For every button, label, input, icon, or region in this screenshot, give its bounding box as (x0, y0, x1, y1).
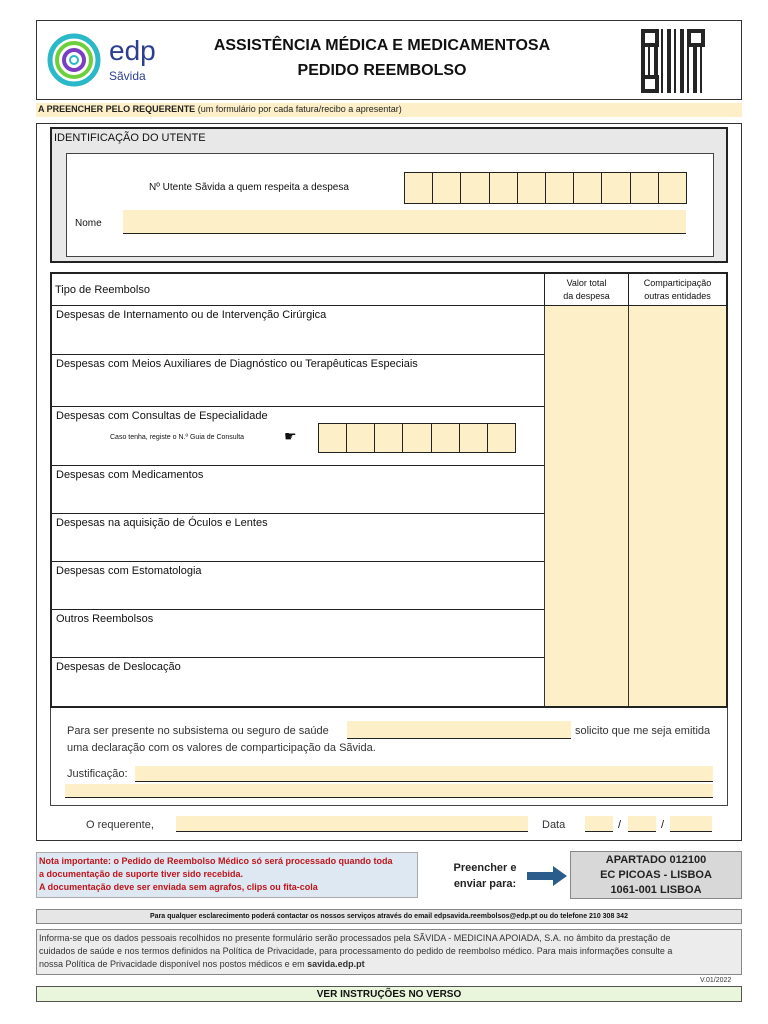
declaration-box (50, 708, 728, 806)
health-insurer-field[interactable] (347, 721, 571, 739)
date-month-field[interactable] (628, 816, 656, 832)
table-row (52, 562, 726, 610)
other-input[interactable] (628, 355, 726, 407)
declaration-line2: uma declaração com os valores de comparticipação da Sãvida. (67, 742, 376, 754)
row-label: Despesas de Internamento ou de Intervenção Cirúrgica (56, 309, 327, 321)
row-label: Outros Reembolsos (56, 613, 154, 625)
brand-name: edp (109, 35, 156, 66)
privacy-box (36, 929, 742, 975)
declaration-line1-end: solicito que me seja emitida (575, 725, 711, 737)
total-input[interactable] (544, 562, 628, 610)
reimbursement-table (50, 272, 728, 708)
privacy-line1: Informa-se que os dados pessoais recolhidos no presente formulário serão processados pela SÃVIDA - MEDICINA APOIADA, S.A. no âmbito da prestação de (39, 933, 671, 943)
page-title: ASSISTÊNCIA MÉDICA E MEDICAMENTOSA (213, 37, 551, 54)
address-line2: EC PICOAS - LISBOA (600, 869, 712, 881)
other-input[interactable] (628, 306, 726, 355)
col-other-line1: Comparticipação (643, 278, 712, 288)
date-sep-2: / (661, 819, 665, 831)
identification-section (50, 127, 728, 263)
col-other-header (628, 274, 726, 306)
edp-logo-icon (47, 33, 101, 87)
version-label: V.01/2022 (700, 977, 732, 984)
table-row (52, 466, 726, 514)
send-line1: Preencher e (453, 862, 517, 874)
address-box (570, 851, 742, 899)
total-input[interactable] (544, 355, 628, 407)
footer-bar: VER INSTRUÇÕES NO VERSO (36, 986, 742, 1002)
important-note (36, 852, 418, 898)
header-box (36, 20, 742, 100)
instruction-bar (36, 103, 742, 117)
date-day-field[interactable] (585, 816, 613, 832)
date-label: Data (542, 819, 566, 831)
pointing-hand-icon: ☛ (284, 428, 297, 444)
brand-sub: Sãvida (109, 69, 146, 83)
total-input[interactable] (544, 407, 628, 466)
privacy-line2: cuidados de saúde e nos termos definidos na Política de Privacidade, para processamento do pedido de reembolso médico. Para mais informações consulte a (39, 946, 673, 956)
total-input[interactable] (544, 306, 628, 355)
note-line2: a documentação de suporte tiver sido recebida. (39, 869, 244, 879)
type-header: Tipo de Reembolso (55, 284, 150, 296)
arrow-right-icon (527, 866, 567, 891)
col-total-line2: da despesa (563, 291, 610, 301)
total-input[interactable] (544, 658, 628, 706)
col-total-line1: Valor total (566, 278, 607, 288)
row-label: Despesas com Medicamentos (56, 469, 204, 481)
other-input[interactable] (628, 658, 726, 706)
row-label: Despesas de Deslocação (56, 661, 181, 673)
table-row (52, 610, 726, 658)
privacy-link[interactable]: savida.edp.pt (307, 959, 365, 969)
send-label (440, 860, 530, 892)
table-header (52, 274, 726, 306)
other-input[interactable] (628, 407, 726, 466)
col-total-header (544, 274, 628, 306)
address-line1: APARTADO 012100 (605, 854, 707, 866)
row-label: Despesas com Estomatologia (56, 565, 202, 577)
consulta-note: Caso tenha, registe o N.º Guia de Consulta (110, 434, 245, 441)
col-other-line2: outras entidades (644, 291, 711, 301)
total-input[interactable] (544, 514, 628, 562)
utente-label: Nº Utente Sãvida a quem respeita a despesa (149, 182, 349, 193)
justification-field-2[interactable] (65, 784, 713, 798)
instruction-rest: (um formulário por cada fatura/recibo a apresentar) (195, 104, 402, 114)
total-input[interactable] (544, 466, 628, 514)
send-line2: enviar para: (453, 878, 517, 890)
declaration-line1-start: Para ser presente no subsistema ou seguro de saúde (67, 725, 329, 737)
other-input[interactable] (628, 466, 726, 514)
table-row (52, 306, 726, 355)
note-line1: Nota importante: o Pedido de Reembolso Médico só será processado quando toda (39, 856, 393, 866)
justification-label: Justificação: (67, 768, 128, 780)
page-subtitle: PEDIDO REEMBOLSO (297, 62, 467, 79)
other-input[interactable] (628, 610, 726, 658)
utente-number-field[interactable] (404, 172, 687, 204)
total-input[interactable] (544, 610, 628, 658)
requerente-label: O requerente, (86, 819, 154, 831)
name-label: Nome (75, 218, 102, 229)
note-line3: A documentação deve ser enviada sem agrafos, clips ou fita-cola (39, 882, 318, 892)
identification-inner (66, 153, 714, 257)
signature-field[interactable] (176, 816, 528, 832)
contact-bar: Para qualquer esclarecimento poderá contactar os nossos serviços através do email edpsavida.reembolsos@edp.pt ou do telefone 210 308 342 (36, 909, 742, 924)
address-line3: 1061-001 LISBOA (610, 884, 702, 896)
date-sep-1: / (618, 819, 622, 831)
table-row (52, 355, 726, 407)
table-row (52, 407, 726, 466)
row-label: Despesas com Meios Auxiliares de Diagnóstico ou Terapêuticas Especiais (56, 358, 418, 370)
table-row (52, 658, 726, 706)
table-row (52, 514, 726, 562)
other-input[interactable] (628, 562, 726, 610)
instruction-bold: A PREENCHER PELO REQUERENTE (38, 104, 196, 114)
privacy-line3: nossa Política de Privacidade disponível nos postos médicos e em (39, 959, 308, 969)
row-label: Despesas na aquisição de Óculos e Lentes (56, 517, 268, 529)
other-input[interactable] (628, 514, 726, 562)
identification-title: IDENTIFICAÇÃO DO UTENTE (54, 132, 206, 144)
edp-logo (47, 33, 101, 87)
date-year-field[interactable] (670, 816, 712, 832)
row-label: Despesas com Consultas de Especialidade (56, 410, 268, 422)
qr-code (641, 29, 705, 93)
justification-field[interactable] (135, 766, 713, 782)
name-field[interactable] (123, 210, 686, 234)
consulta-guide-field[interactable] (318, 423, 516, 453)
